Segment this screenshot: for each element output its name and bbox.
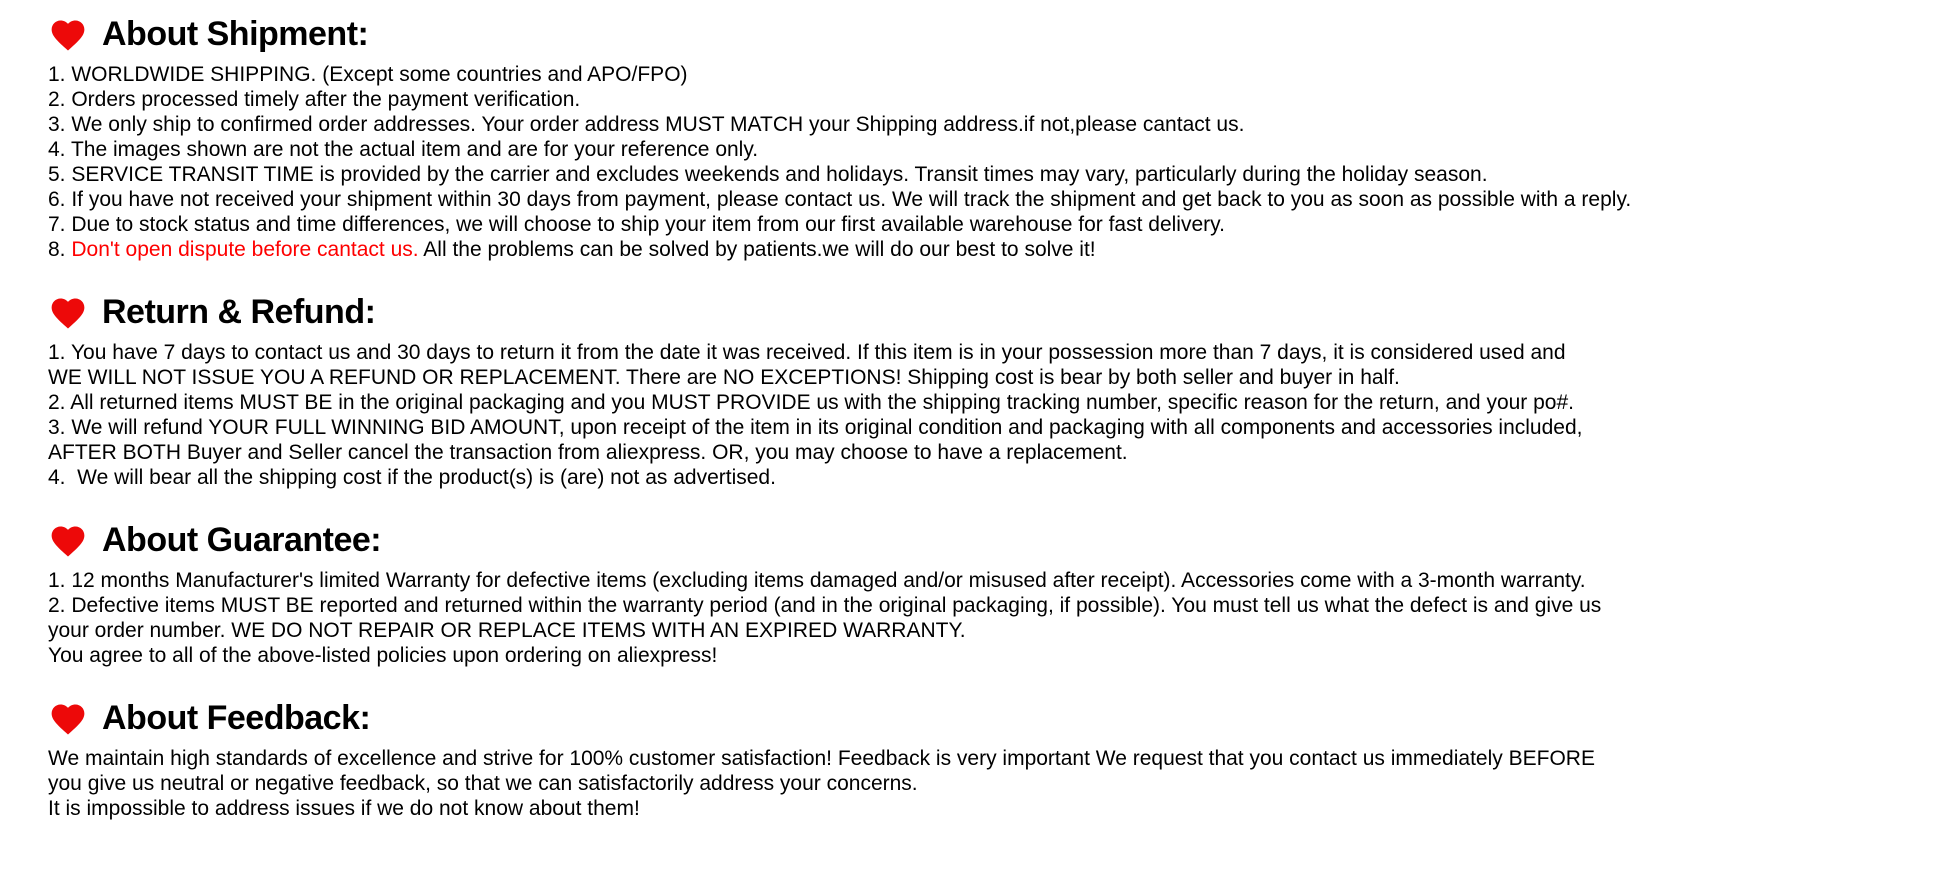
section-title-return-refund (48, 292, 1916, 332)
section-title-shipment (48, 14, 1916, 54)
policy-line: 2. Orders processed timely after the payment verification. (48, 88, 581, 111)
section-body-shipment (48, 62, 1916, 262)
section-heading: About Shipment: (102, 14, 369, 53)
policy-line: 6. If you have not received your shipment within 30 days from payment, please contact us. We will track the shipment and get back to you as soon as possible with a reply. (48, 188, 1632, 211)
policy-line: you give us neutral or negative feedback, so that we can satisfactorily address your concerns. (48, 772, 918, 795)
policy-line: your order number. WE DO NOT REPAIR OR REPLACE ITEMS WITH AN EXPIRED WARRANTY. (48, 619, 966, 642)
heart-icon (48, 16, 88, 52)
heart-icon (48, 700, 88, 736)
heart-icon (48, 522, 88, 558)
section-heading: Return & Refund: (102, 292, 376, 331)
policy-line: You agree to all of the above-listed policies upon ordering on aliexpress! (48, 644, 718, 667)
policy-line: 1. WORLDWIDE SHIPPING. (Except some countries and APO/FPO) (48, 63, 688, 86)
policy-line: 3. We will refund YOUR FULL WINNING BID AMOUNT, upon receipt of the item in its original condition and packaging with all components and accessories included, (48, 416, 1583, 439)
policy-line: 4. We will bear all the shipping cost if the product(s) is (are) not as advertised. (48, 466, 776, 489)
section-heading: About Feedback: (102, 698, 371, 737)
policy-line: 4. The images shown are not the actual item and are for your reference only. (48, 138, 759, 161)
policy-line: AFTER BOTH Buyer and Seller cancel the transaction from aliexpress. OR, you may choose to have a replacement. (48, 441, 1128, 464)
red-warning-text: Don't open dispute before cantact us. (71, 238, 419, 261)
section-body-guarantee (48, 568, 1916, 668)
policy-line: WE WILL NOT ISSUE YOU A REFUND OR REPLACEMENT. There are NO EXCEPTIONS! Shipping cost is bear by both seller and buyer in half. (48, 366, 1400, 389)
policy-line: 7. Due to stock status and time differences, we will choose to ship your item from our first available warehouse for fast delivery. (48, 213, 1225, 236)
policy-line: 2. All returned items MUST BE in the original packaging and you MUST PROVIDE us with the shipping tracking number, specific reason for the return, and your po#. (48, 391, 1574, 414)
section-guarantee (48, 520, 1916, 668)
section-return-refund (48, 292, 1916, 490)
line-rest: All the problems can be solved by patients.we will do our best to solve it! (418, 238, 1096, 261)
section-heading: About Guarantee: (102, 520, 382, 559)
section-shipment (48, 14, 1916, 262)
policy-line: 1. You have 7 days to contact us and 30 days to return it from the date it was received. If this item is in your possession more than 7 days, it is considered used and (48, 341, 1566, 364)
policy-line: 5. SERVICE TRANSIT TIME is provided by the carrier and excludes weekends and holidays. Transit times may vary, particularly during the holiday season. (48, 163, 1488, 186)
section-title-guarantee (48, 520, 1916, 560)
section-body-return-refund (48, 340, 1916, 490)
policy-line: We maintain high standards of excellence and strive for 100% customer satisfaction! Feedback is very important We request that you contact us immediately BEFORE (48, 747, 1595, 770)
heart-icon (48, 294, 88, 330)
policy-line: 3. We only ship to confirmed order addresses. Your order address MUST MATCH your Shipping address.if not,please cantact us. (48, 113, 1245, 136)
policy-line: 2. Defective items MUST BE reported and returned within the warranty period (and in the original packaging, if possible). You must tell us what the defect is and give us (48, 594, 1602, 617)
policy-line-dispute (48, 237, 1916, 262)
policy-line: It is impossible to address issues if we do not know about them! (48, 797, 640, 820)
line-prefix: 8. (48, 238, 72, 261)
policy-line: 1. 12 months Manufacturer's limited Warranty for defective items (excluding items damaged and/or misused after receipt). Accessories come with a 3-month warranty. (48, 569, 1586, 592)
section-title-feedback (48, 698, 1916, 738)
section-body-feedback (48, 746, 1916, 821)
section-feedback (48, 698, 1916, 821)
